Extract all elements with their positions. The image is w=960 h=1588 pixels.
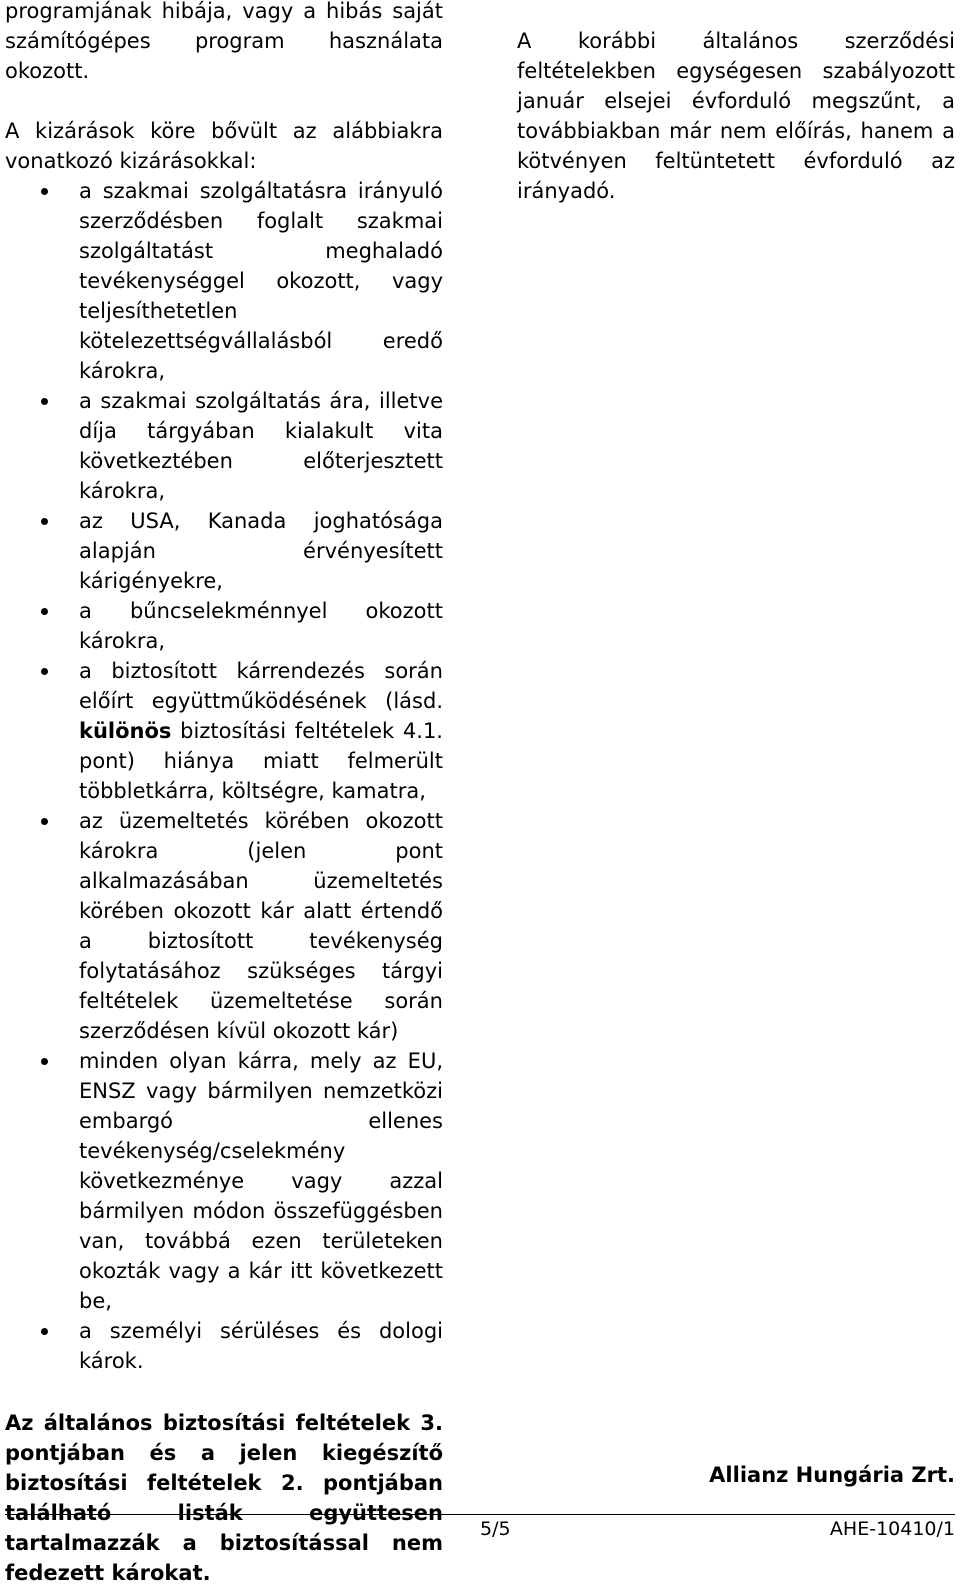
anniversary-note-paragraph: A korábbi általános szerződési feltételekben egységesen szabályozott január elsejei évforduló megszűnt, a továbbiakban már nem előírás, hanem a kötvényen feltüntetett évforduló az irányadó. — [517, 29, 955, 203]
list-item: az üzemeltetés körében okozott károkra (jelen pont alkalmazásában üzemeltetés körében okozott kár alatt értendő a biztosított tevékenység folytatásához szükséges tárgyi feltételek üzemeltetése során szerződésen kívül okozott kár) — [79, 806, 443, 1046]
list-item: az USA, Kanada joghatósága alapján érvényesített kárigényekre, — [79, 506, 443, 596]
list-item: minden olyan kárra, mely az EU, ENSZ vagy bármilyen nemzetközi embargó ellenes tevékenység/cselekmény következménye vagy azzal bármilyen módon összefüggésben van, továbbá ezen területeken okozták vagy a kár itt következett be, — [79, 1046, 443, 1316]
exclusions-list — [5, 176, 443, 1376]
list-item: a szakmai szolgáltatásra irányuló szerződésben foglalt szakmai szolgáltatást meghaladó tevékenységgel okozott, vagy teljesíthetetlen kötelezettségvállalásból eredő károkra, — [79, 176, 443, 386]
left-column — [5, 0, 443, 1588]
summary-paragraph: Az általános biztosítási feltételek 3. pontjában és a jelen kiegészítő biztosítási feltételek 2. pontjában található listák együttesen tartalmazzák a biztosítással nem fedezett károkat. — [5, 1411, 443, 1585]
list-item: a szakmai szolgáltatás ára, illetve díja tárgyában kialakult vita következtében előterjesztett károkra, — [79, 386, 443, 506]
cooperation-text-before: a biztosított kárrendezés során előírt együttműködésének (lásd. — [79, 659, 443, 713]
company-signature: Allianz Hungária Zrt. — [709, 1463, 955, 1487]
cooperation-text-after: biztosítási feltételek 4.1. pont) hiánya miatt felmerült többletkárra, költségre, kamatra, — [79, 719, 443, 803]
right-column — [517, 26, 955, 206]
list-item — [79, 656, 443, 806]
intro-tail-paragraph: programjának hibája, vagy a hibás saját számítógépes program használata okozott. — [5, 0, 443, 83]
document-code: AHE-10410/1 — [829, 1518, 955, 1540]
exclusions-intro-paragraph: A kizárások köre bővült az alábbiakra vonatkozó kizárásokkal: — [5, 119, 443, 173]
list-item: a bűncselekménnyel okozott károkra, — [79, 596, 443, 656]
list-item: a személyi sérüléses és dologi károk. — [79, 1316, 443, 1376]
cooperation-text-bold: különös — [79, 719, 172, 743]
page-number: 5/5 — [480, 1518, 511, 1540]
